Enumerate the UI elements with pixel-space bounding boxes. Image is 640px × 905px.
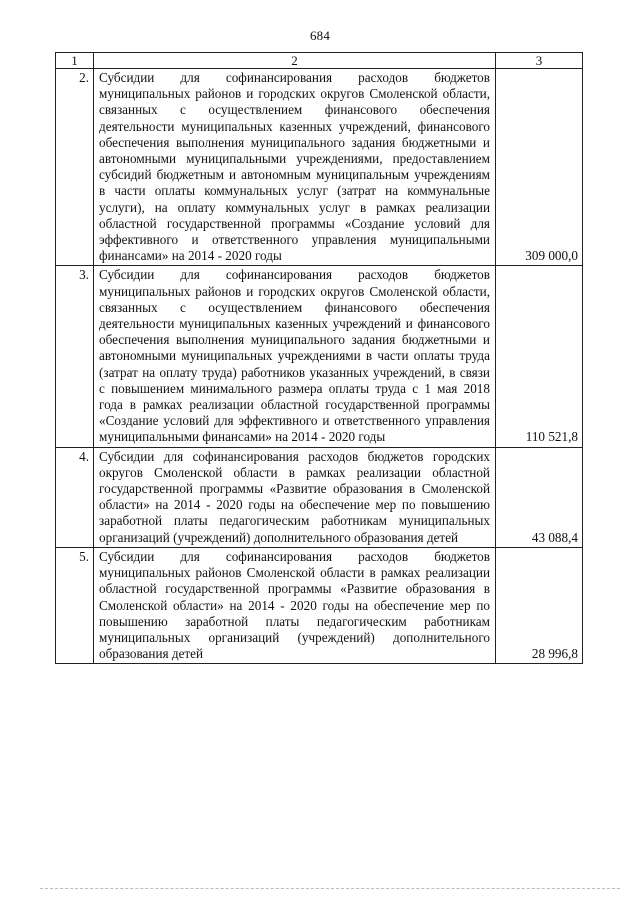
table-row — [56, 547, 583, 663]
table-row — [56, 447, 583, 547]
subsidies-table — [55, 52, 583, 664]
row-number: 4. — [56, 447, 94, 547]
column-header-number: 1 — [56, 53, 94, 69]
row-description: Субсидии для софинансирования расходов бюджетов муниципальных районов и городских округов Смоленской области, связанных с осуществлением финансового обеспечения деятельности муниципальных казенных учреждений и финансового обеспечения выполнения муниципального задания бюджетными и автономными муниципальных учреждениями в части оплаты труда (затрат на оплату труда) работников указанных учреждений, в связи с повышением минимального размера оплаты труда с 1 мая 2018 года в рамках реализации областной государственной программы «Создание условий для эффективного и ответственного управления муниципальными финансами» на 2014 - 2020 годы — [94, 266, 496, 447]
row-number: 5. — [56, 547, 94, 663]
table-header — [56, 53, 583, 69]
row-description: Субсидии для софинансирования расходов бюджетов муниципальных районов и городских округов Смоленской области, связанных с осуществлением финансового обеспечения деятельности муниципальных казенных учреждений, финансового обеспечения выполнения муниципального задания бюджетными и автономными муниципальными учреждениями, предоставлением субсидий бюджетным и автономным муниципальным учреждениям в части оплаты коммунальных услуг (затрат на коммунальные услуги), на оплату коммунальных услуг в рамках реализации областной государственной программы «Создание условий для эффективного и ответственного управления муниципальными финансами» на 2014 - 2020 годы — [94, 69, 496, 266]
scan-bottom-rule — [40, 888, 620, 889]
row-number: 2. — [56, 69, 94, 266]
row-amount: 110 521,8 — [496, 266, 583, 447]
row-number: 3. — [56, 266, 94, 447]
column-header-amount: 3 — [496, 53, 583, 69]
table-row — [56, 266, 583, 447]
table-row — [56, 69, 583, 266]
row-amount: 43 088,4 — [496, 447, 583, 547]
row-description: Субсидии для софинансирования расходов бюджетов городских округов Смоленской области в рамках реализации областной государственной программы «Развитие образования в Смоленской области» на 2014 - 2020 годы на обеспечение мер по повышению заработной платы педагогическим работникам муниципальных организаций (учреждений) дополнительного образования детей — [94, 447, 496, 547]
header-row — [56, 53, 583, 69]
row-description: Субсидии для софинансирования расходов бюджетов муниципальных районов Смоленской области в рамках реализации областной государственной программы «Развитие образования в Смоленской области» на 2014 - 2020 годы на обеспечение мер по повышению заработной платы педагогическим работникам муниципальных организаций (учреждений) дополнительного образования детей — [94, 547, 496, 663]
row-amount: 309 000,0 — [496, 69, 583, 266]
column-header-description: 2 — [94, 53, 496, 69]
page-number: 684 — [309, 28, 331, 43]
row-amount: 28 996,8 — [496, 547, 583, 663]
